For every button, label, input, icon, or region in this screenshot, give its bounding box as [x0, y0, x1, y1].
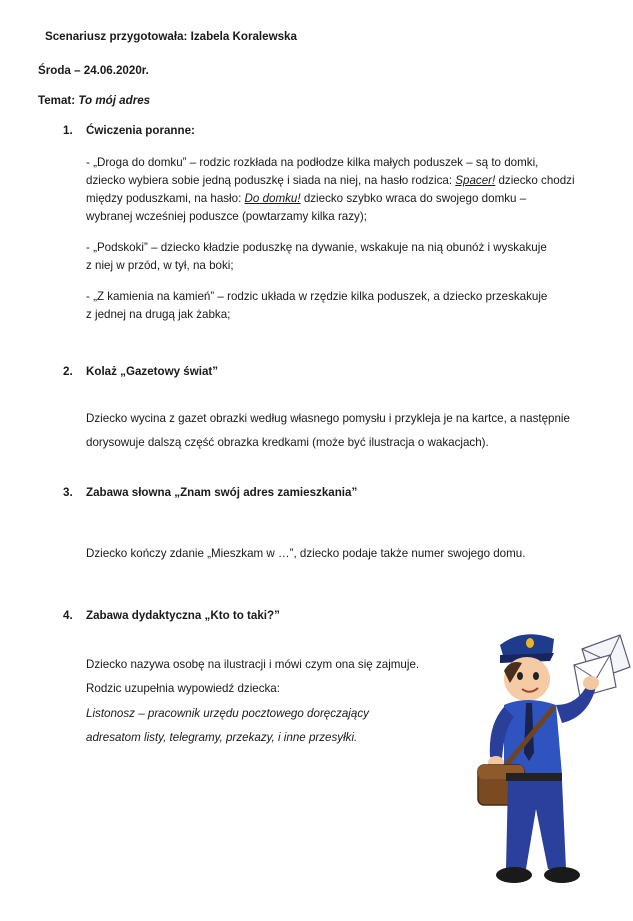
text-span: między poduszkami, na hasło:: [86, 192, 245, 205]
topic-label: Temat:: [38, 94, 76, 107]
section-4-number: 4.: [63, 609, 73, 622]
text-span: dziecko szybko wraca do swojego domku –: [300, 192, 527, 205]
exercise-3-line-1: - „Z kamienia na kamień” – rodzic układa w rzędzie kilka poduszek, a dziecko przeskakuje: [86, 290, 548, 303]
section-3-title: Zabawa słowna „Znam swój adres zamieszkania”: [86, 486, 358, 499]
exercise-1-line-4: wybranej wcześniej poduszce (powtarzamy kilka razy);: [86, 210, 367, 223]
section-2-line-2: dorysowuje dalszą część obrazka kredkami (może być ilustracja o wakacjach).: [86, 436, 489, 449]
section-2-number: 2.: [63, 365, 73, 378]
exercise-1-line-1: - „Droga do domku” – rodzic rozkłada na podłodze kilka małych poduszek – są to domki,: [86, 156, 539, 169]
section-1-title: Ćwiczenia poranne:: [86, 124, 195, 137]
topic-value: To mój adres: [78, 94, 151, 107]
section-3-number: 3.: [63, 486, 73, 499]
section-1-number: 1.: [63, 124, 73, 137]
section-4-line-1: Dziecko nazywa osobę na ilustracji i mówi czym ona się zajmuje.: [86, 658, 420, 671]
text-span: dziecko chodzi: [495, 174, 575, 187]
section-3-line-1: Dziecko kończy zdanie „Mieszkam w …”, dziecko podaje także numer swojego domu.: [86, 547, 526, 560]
envelope-icon: [574, 635, 630, 697]
section-4-line-3: Listonosz – pracownik urzędu pocztowego doręczający: [86, 707, 369, 720]
section-4-title: Zabawa dydaktyczna „Kto to taki?”: [86, 609, 280, 622]
mailman-illustration: [470, 625, 633, 895]
topic-line: [38, 94, 150, 108]
author-line: Scenariusz przygotowała: Izabela Koralewska: [45, 30, 297, 43]
date-line: Środa – 24.06.2020r.: [38, 64, 149, 77]
section-2-title: Kolaż „Gazetowy świat”: [86, 365, 219, 378]
section-2-line-1: Dziecko wycina z gazet obrazki według własnego pomysłu i przykleja je na kartce, a następnie: [86, 412, 570, 425]
exercise-1-line-3: [86, 192, 526, 206]
text-span: dziecko wybiera sobie jedną poduszkę i siada na niej, na hasło rodzica:: [86, 174, 456, 187]
command-spacer: Spacer!: [455, 174, 496, 187]
exercise-2-line-1: - „Podskoki” – dziecko kładzie poduszkę na dywanie, wskakuje na nią obunóż i wyskakuje: [86, 241, 547, 254]
exercise-2-line-2: z niej w przód, w tył, na boki;: [86, 259, 234, 272]
exercise-3-line-2: z jednej na drugą jak żabka;: [86, 308, 231, 321]
exercise-1-line-2: [86, 174, 575, 188]
command-do-domku: Do domku!: [244, 192, 301, 205]
section-4-line-2: Rodzic uzupełnia wypowiedź dziecka:: [86, 682, 280, 695]
section-4-line-4: adresatom listy, telegramy, przekazy, i inne przesyłki.: [86, 731, 358, 744]
